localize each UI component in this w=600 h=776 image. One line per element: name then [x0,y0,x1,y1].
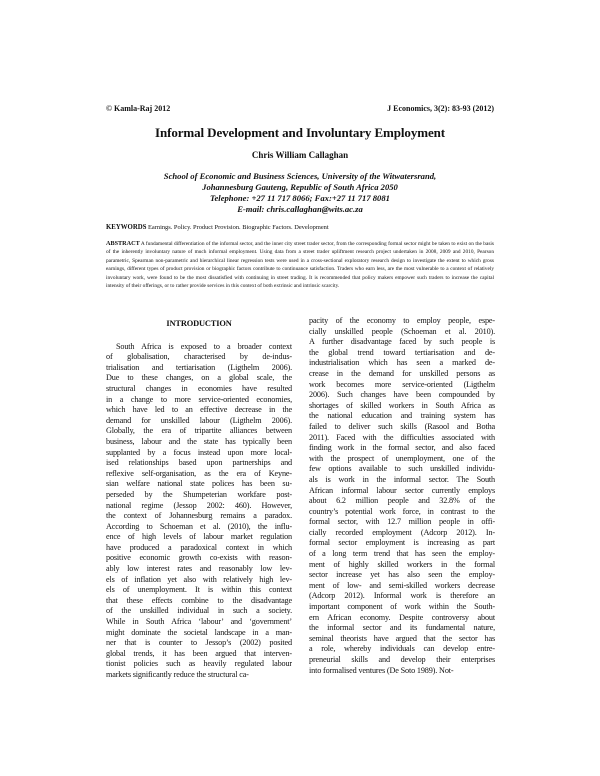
body-text-line: ence of high levels of labour market regulation [106,532,292,542]
body-text-line: tionist policies such as heavily regulated labour [106,659,292,669]
body-text-line: the global trend toward tertiarisation and de- [309,347,495,357]
body-text-line: ern African economy. Despite controversy about [309,612,495,622]
body-text-line: global trends, it has been argued that interven- [106,648,292,658]
body-text-line: ment of highly skilled workers in the formal [309,559,495,569]
body-text-line: few options available to such unskilled individu- [309,464,495,474]
journal-citation-header: J Economics, 3(2): 83-93 (2012) [387,104,494,113]
body-text-line: shortages of skilled workers in South Africa as [309,400,495,410]
section-heading: INTRODUCTION [166,319,232,328]
body-text-line: reflexive self-organisation, as the era of Keyne- [106,468,292,478]
body-text-line: the context of Johannesburg remains a paradox. [106,511,292,521]
body-text-line: might dominate the societal landscape in a man- [106,627,292,637]
body-text-line: with the prospect of unemployment, one of the [309,453,495,463]
body-text-line: African informal labour sector currently employs [309,485,495,495]
body-text-line: national regime (Jessop 2002: 460). However, [106,500,292,510]
body-text-line: cially recorded employment (Adcorp 2012). In- [309,527,495,537]
affiliation-line: Johannesburg Gauteng, Republic of South Africa 2050 [202,182,398,192]
body-text-line: positive economic growth co-exists with reason- [106,553,292,563]
body-text-line: a role, whereby individuals can develop entre- [309,644,495,654]
body-text-line: ably low interest rates and reasonably low lev- [106,564,292,574]
body-text-line: finding work in the formal sector, and also faced [309,443,495,453]
body-text-line: demand for unskilled labour (Ligthelm 2006). [106,415,292,425]
body-text-line: pacity of the economy to employ people, espe- [309,316,495,325]
author-affiliation [106,171,494,215]
abstract-block [106,240,494,290]
body-text-line: 2006). Such changes have been compounded by [309,390,495,400]
body-text-line: the national education and training system has [309,411,495,421]
body-text-line: formal sector, with 12.7 million people in offi- [309,517,495,527]
keywords-label: KEYWORDS [106,224,147,231]
body-text-line: ner that is counter to Jessop’s (2002) posited [106,638,292,648]
author-name: Chris William Callaghan [251,150,349,160]
keywords-text: Earnings. Policy. Product Provision. Biographic Factors. Development [146,224,329,231]
body-text-line: ment of low- and semi-skilled workers decrease [309,580,495,590]
body-text-line: that these effects combine to the disadvantage [106,595,292,605]
body-text-line: seminal theorists have argued that the sector has [309,633,495,643]
body-text-line: work becomes more service-oriented (Ligthelm [309,379,495,389]
body-text-line: ised relationships based upon partnerships and [106,458,292,468]
body-text-line: While in South Africa ‘labour’ and ‘government’ [106,617,292,627]
body-text-line: els of inflation yet also with relatively high lev- [106,574,292,584]
body-text-line: sian welfare national state polices has been su- [106,479,292,489]
body-text-line: sector increase yet has also seen the employ- [309,570,495,580]
body-text-line: 2011). Faced with the difficulties associated with [309,432,495,442]
body-text-line: preneurial skills and develop their enterprises [309,655,495,664]
body-text-line: business, labour and the state has typically been [106,436,292,446]
body-text-line: in a change to more service-oriented economies, [106,394,292,404]
body-text-line: into formalised ventures (De Soto 1989). Not- [309,665,454,675]
body-text-line: trialisation and tertiarisation (Ligthelm 2006). [106,362,292,372]
body-text-line: (Adcorp 2012). Informal work is therefore an [309,591,495,601]
body-text-line: crease in the demand for unskilled persons as [309,368,495,378]
body-text-line: the informal sector and its fundamental nature, [309,623,495,633]
body-text-line: els of unemployment. It is within this context [106,585,292,595]
body-text-line: of the unskilled individual in such a society. [106,606,292,616]
body-text-line: Globally, the era of tripartite alliances between [106,426,292,436]
body-text-line: failed to deliver such skills (Rasool and Botha [309,421,495,431]
body-text-line: formal sector employment is increasing as part [309,538,495,548]
abstract-text: A fundamental differentiation of the informal sector, and the inner city street trader sector, from the corresponding formal sector might be taken to exist on the basis of the inherently involuntary nature of much informal employment. Using data from a street trader upliftment research project undertaken in 2008, 2009 and 2010, Pearson parametric, Spearman non-parametric and hierarchical linear regression tests were used in a cross-sectional exploratory research design to investigate the extent to which gross earnings, different types of product provision or biographic factors contribute to continuance satisfaction. Traders who earn less, are the most vulnerable to a context of relatively involuntary work, were found to be the most dissatisfied with continuing in street trading. It is recommended that policy makers empower such traders to increase the capital intensity of their offerings, or to rather provide services in this context of both extrinsic and intrinsic scarcity. [106,241,494,290]
body-text-line: According to Schoeman et al. (2010), the influ- [106,521,292,531]
body-text-line: structural changes in economies have resulted [106,383,292,393]
body-text-line: country’s potential work force, in contrast to the [309,506,495,516]
body-text-line: of globalisation, characterised by de-indus- [106,352,292,362]
body-text-line: perseded by the Shumpeterian workfare post- [106,489,292,499]
keywords-block [106,224,494,231]
body-text-line: industrialisation which has seen a marked de- [309,358,495,368]
body-text-line: important component of work within the South- [309,602,495,612]
body-column-right [309,316,495,676]
body-text-line: als is work in the informal sector. The South [309,474,495,484]
body-text-line: of a long term trend that has seen the employ- [309,549,495,559]
affiliation-contact-phone: Telephone: +27 11 717 8066; Fax:+27 11 717 8081 [210,193,390,203]
affiliation-line: School of Economic and Business Sciences, University of the Witwatersrand, [163,171,437,181]
body-text-line: South Africa is exposed to a broader context [116,341,292,351]
body-text-line: supplanted by a focus instead upon more local- [106,447,292,457]
article-title: Informal Development and Involuntary Employment [155,125,445,140]
body-text-line: A further disadvantage faced by such people is [309,337,495,347]
body-text-line: which have led to an effective decrease in the [106,405,292,415]
body-text-line: Due to these changes, on a global scale, the [106,373,292,383]
affiliation-contact-email: E-mail: chris.callaghan@wits.ac.za [237,204,363,214]
copyright-header: © Kamla-Raj 2012 [106,104,171,113]
body-text-line: cially unskilled people (Schoeman et al. 2010). [309,326,495,336]
body-text-line: markets significantly reduce the structural ca- [106,670,249,679]
body-text-line: have produced a paradoxical context in which [106,542,292,552]
body-text-line: about 6.2 million people and 32.8% of the [309,496,495,506]
body-column-left [106,319,292,681]
abstract-label: ABSTRACT [106,240,140,247]
